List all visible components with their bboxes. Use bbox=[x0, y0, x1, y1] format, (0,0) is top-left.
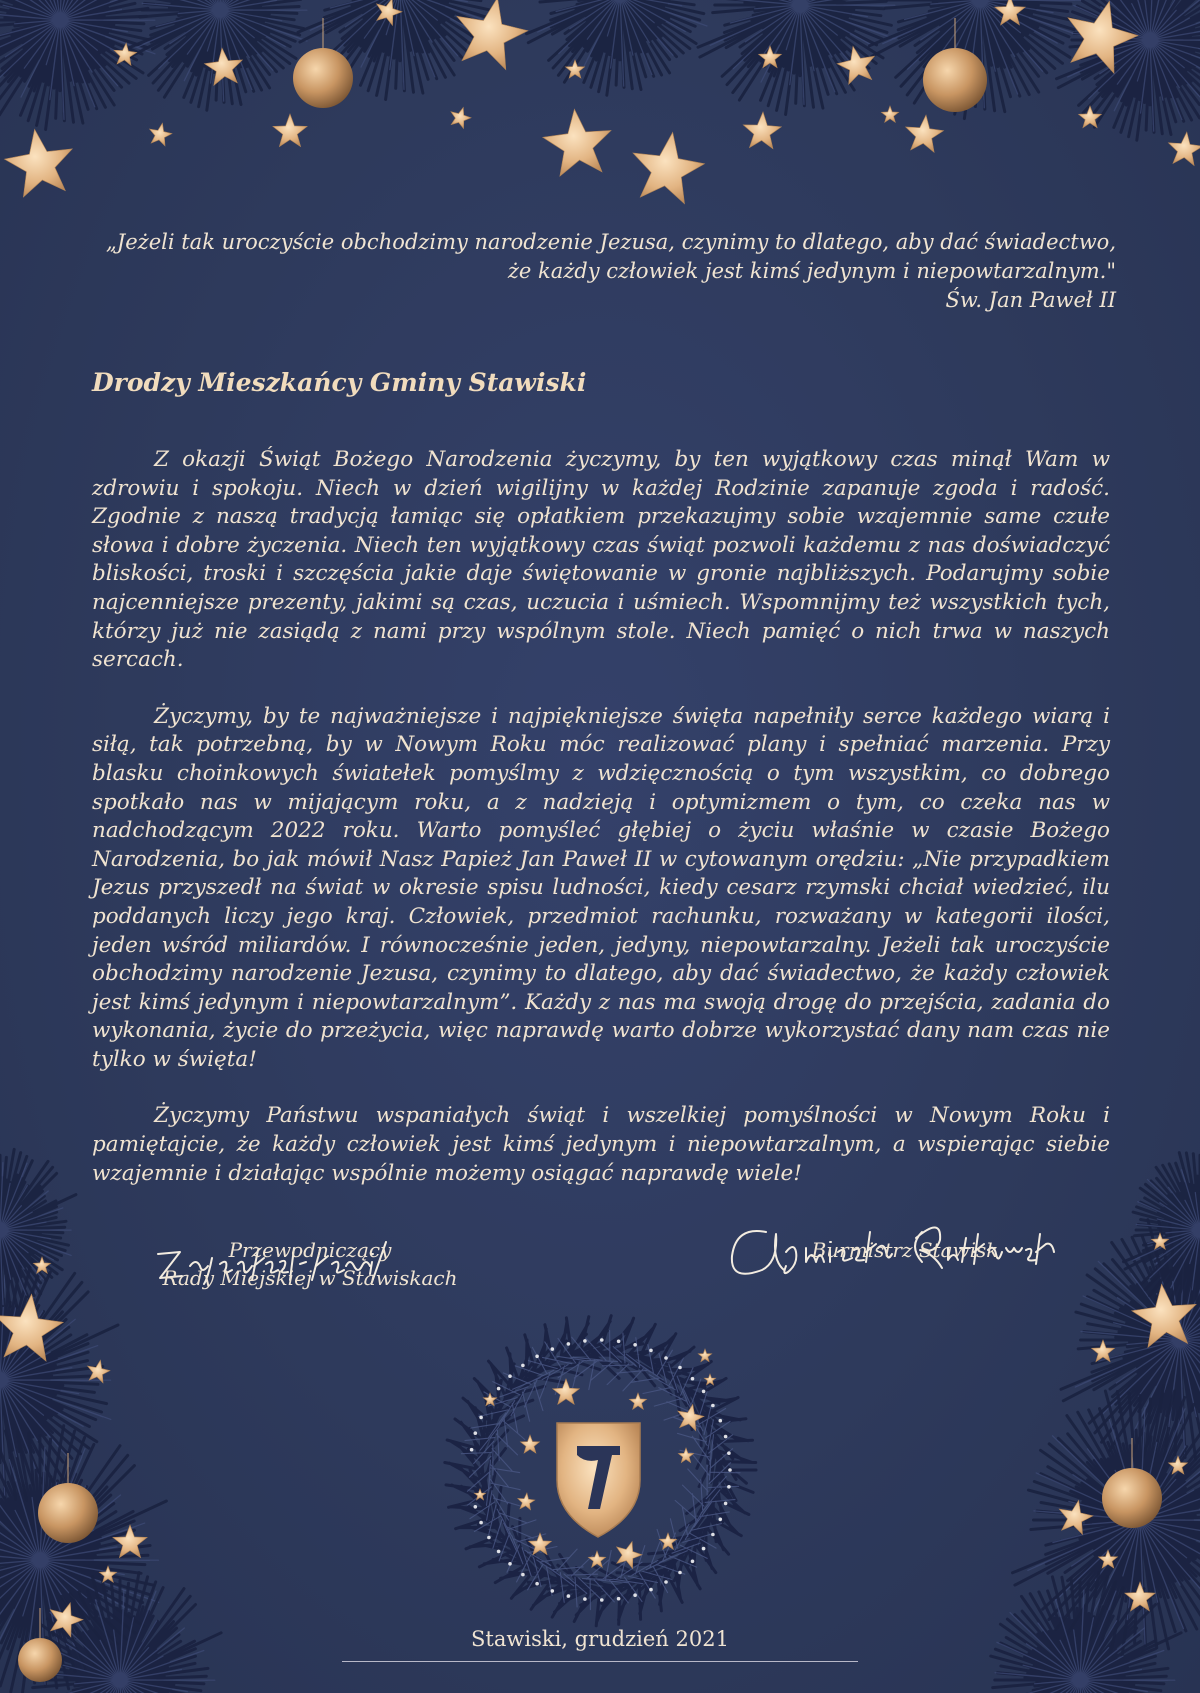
signature-left-title-line-2: Rady Miejskiej w Stawiskach bbox=[162, 1266, 458, 1290]
opening-quote bbox=[56, 228, 1116, 315]
footer-divider bbox=[342, 1661, 858, 1662]
signature-right-title: Burmistrz Stawisk bbox=[811, 1238, 999, 1262]
paragraph-3: Życzymy Państwu wspaniałych świąt i wszelkiej pomyślności w Nowym Roku i pamiętajcie, że każdy człowiek jest kimś jedynym i niepowtarzalnym, a wspierając siebie wzajemnie i działając wspólnie możemy osiągać naprawdę wiele! bbox=[92, 1103, 1110, 1186]
signature-left-title bbox=[145, 1236, 475, 1292]
quote-author: Św. Jan Paweł II bbox=[945, 288, 1116, 312]
place-date: Stawiski, grudzień 2021 bbox=[471, 1627, 729, 1651]
greeting-heading: Drodzy Mieszkańcy Gminy Stawiski bbox=[92, 368, 587, 397]
letter-body bbox=[92, 446, 1110, 1216]
quote-line-2: że każdy człowiek jest kimś jedynym i niepowtarzalnym." bbox=[507, 259, 1116, 283]
paragraph-2: Życzymy, by te najważniejsze i najpiękniejsze święta napełniły serce każdego wiarą i siłą, tak potrzebną, by w Nowym Roku móc realizować plany i spełniać marzenia. Przy blasku choinkowych światełek pomyślmy z wdzięcznością o tym wszystkim, co dobrego spotkało nas w mijającym roku, a z nadzieją i optymizmem o tym, co czeka nas w nadchodzącym 2022 roku. Warto pomyśleć głębiej o życiu właśnie w czasie Bożego Narodzenia, bo jak mówił Nasz Papież Jan Paweł II w cytowanym orędziu: „Nie przypadkiem Jezus przyszedł na świat w okresie spisu ludności, kiedy cesarz rzymski chciał wiedzieć, ilu poddanych liczy jego kraj. Człowiek, przedmiot rachunku, rozważany w kategorii ilości, jeden wśród miliardów. I równocześnie jeden, jedyny, niepowtarzalny. Jeżeli tak uroczyście obchodzimy narodzenie Jezusa, czynimy to dlatego, aby dać świadectwo, że każdy człowiek jest kimś jedynym i niepowtarzalnym”. Każdy z nas ma swoją drogę do przejścia, zadania do wykonania, życie do przeżycia, więc naprawdę warto dobrze wykorzystać dany nam czas nie tylko w święta! bbox=[92, 703, 1110, 1072]
signature-left-title-line-1: Przewodniczący bbox=[228, 1238, 392, 1262]
paragraph-1: Z okazji Świąt Bożego Narodzenia życzymy, by ten wyjątkowy czas minął Wam w zdrowiu i spokoju. Niech w dzień wigilijny w każdej Rodzinie zapanuje zgoda i radość. Zgodnie z naszą tradycją łamiąc się opłatkiem przekazujmy sobie wzajemnie same czułe słowa i dobre życzenia. Niech ten wyjątkowy czas świąt pozwoli każdemu z nas doświadczyć bliskości, troski i szczęścia jakie daje świętowanie w gronie najbliższych. Podarujmy sobie najcenniejsze prezenty, jakimi są czas, uczucia i uśmiech. Wspomnijmy też wszystkich tych, którzy już nie zasiądą z nami przy wspólnym stole. Niech pamięć o nich trwa w naszych sercach. bbox=[92, 447, 1110, 673]
coat-of-arms-icon bbox=[557, 1423, 640, 1537]
quote-line-1: „Jeżeli tak uroczyście obchodzimy narodzenie Jezusa, czynimy to dlatego, aby dać świadectwo, bbox=[105, 230, 1116, 254]
